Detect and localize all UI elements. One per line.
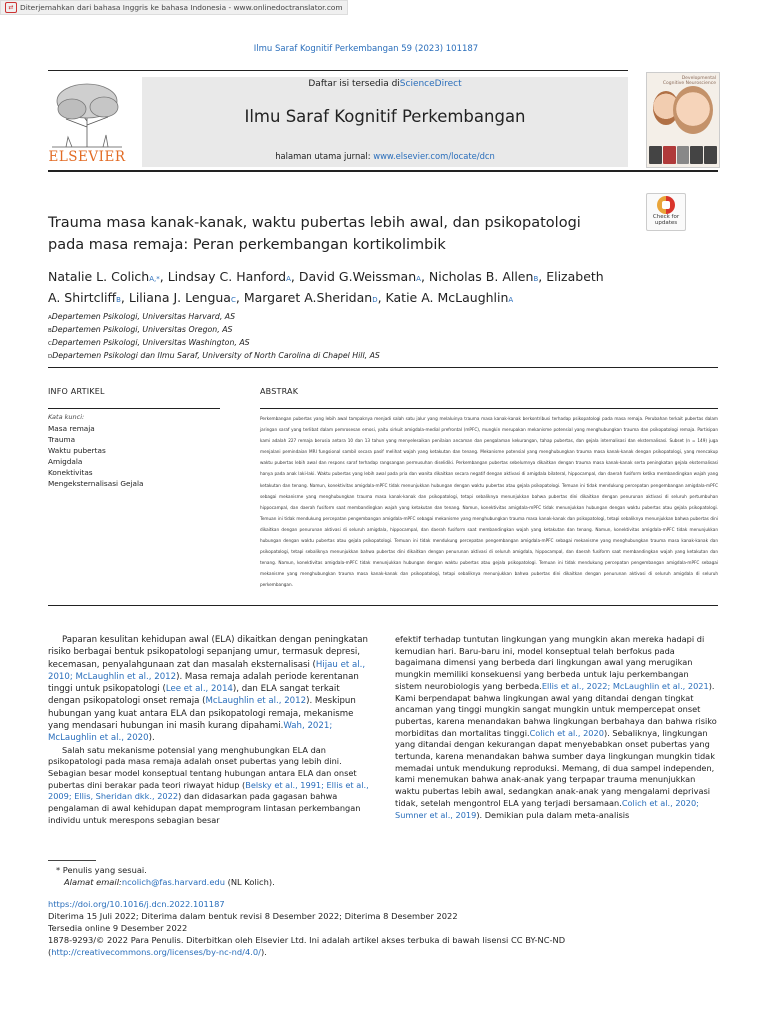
citation-link[interactable]: Wah, 2021; McLaughlin et al., 2020 bbox=[48, 721, 333, 744]
affiliation-text: Departemen Psikologi, Universitas Oregon, AS bbox=[51, 325, 233, 334]
affiliation-tag: C bbox=[48, 341, 52, 347]
translation-banner[interactable] bbox=[0, 0, 348, 15]
sciencedirect-link[interactable]: ScienceDirect bbox=[399, 79, 462, 89]
journal-header-band bbox=[142, 77, 628, 167]
abstract-heading: ABSTRAK bbox=[260, 387, 299, 396]
body-text: efektif terhadap tuntutan lingkungan yang mungkin akan mereka hadapi di kemudian hari. Baru-baru ini, model konseptual telah berfokus pada bagaimana dimensi yang berbeda dari lingkungan awal yang merugikan mungkin memiliki konsekuensi yang berbeda untuk laju perkembangan sistem neurobiologis yang berbeda. bbox=[395, 634, 705, 691]
check-for-updates-badge[interactable] bbox=[646, 193, 686, 231]
article-info-heading: INFO ARTIKEL bbox=[48, 387, 105, 396]
affiliation-text: Departemen Psikologi dan Ilmu Saraf, University of North Carolina di Chapel Hill, AS bbox=[52, 351, 380, 360]
body-text: ) dan didasarkan pada gagasan bahwa pengalaman di awal kehidupan dapat memprogram lintasan perkembangan individu untuk merespons sebagian besar bbox=[48, 791, 361, 825]
body-column-left bbox=[48, 634, 370, 827]
citation-link[interactable]: Lee et al., 2014 bbox=[165, 684, 233, 695]
author-affiliation-marker[interactable]: D bbox=[372, 295, 378, 304]
citation-link[interactable]: McLaughlin et al., 2012 bbox=[205, 696, 307, 707]
elsevier-tree-icon bbox=[48, 81, 126, 149]
email-label: Alamat email: bbox=[64, 877, 122, 887]
email-link[interactable]: ncolich@fas.harvard.edu bbox=[121, 877, 225, 887]
author-separator: , bbox=[538, 269, 547, 284]
cover-face-right bbox=[673, 86, 713, 134]
affiliation-tag: A bbox=[48, 315, 52, 321]
author-name[interactable]: Natalie L. Colich bbox=[48, 269, 150, 284]
elsevier-wordmark: ELSEVIER bbox=[48, 149, 126, 165]
keyword-item: Mengeksternalisasi Gejala bbox=[48, 479, 144, 488]
author-affiliation-marker[interactable]: B bbox=[533, 275, 539, 283]
keyword-item: Konektivitas bbox=[48, 468, 93, 477]
keyword-item: Waktu pubertas bbox=[48, 446, 106, 455]
author-affiliation-marker[interactable]: A bbox=[508, 295, 514, 304]
journal-reference[interactable]: Ilmu Saraf Kognitif Perkembangan 59 (2023) 101187 bbox=[253, 44, 479, 54]
crossmark-label-line1: Check for bbox=[652, 214, 680, 220]
author-affiliation-marker[interactable]: A bbox=[286, 275, 291, 283]
author-affiliation-marker[interactable]: B bbox=[116, 295, 121, 304]
info-rule bbox=[48, 408, 220, 409]
body-paragraph bbox=[48, 634, 370, 745]
author-separator: , bbox=[420, 269, 429, 284]
cover-title bbox=[663, 76, 716, 86]
body-column-right bbox=[395, 634, 717, 821]
footnote bbox=[48, 864, 275, 888]
body-text: ). Sebaliknya, lingkungan yang ditandai dengan kekurangan dapat menyebabkan onset pubertas yang tertunda, karena menandakan bahwa sumber daya lingkungan mungkin tidak memadai untuk mendukung reproduksi. Memang, di dua sampel independen, kami menemukan bahwa anak-anak yang terpapar trauma menunjukkan waktu pubertas lebih awal, sedangkan anak-anak yang mengalami deprivasi tidak, setelah mengontrol ELA yang terjadi bersamaan. bbox=[395, 727, 715, 808]
cover-thumbnails bbox=[649, 146, 717, 164]
affiliation-text: Departemen Psikologi, Universitas Washington, AS bbox=[51, 338, 250, 347]
contents-available-label: Daftar isi tersedia di bbox=[308, 79, 400, 89]
body-text: ), dan ELA sangat terkait dengan psikopatologi onset remaja ( bbox=[48, 684, 340, 707]
journal-cover-image[interactable] bbox=[646, 72, 720, 168]
elsevier-logo[interactable] bbox=[48, 81, 126, 165]
author-name[interactable]: Lindsay C. Hanford bbox=[167, 269, 287, 284]
footnote-rule bbox=[48, 860, 96, 861]
crossmark-label bbox=[647, 214, 685, 226]
author-separator: , bbox=[120, 289, 129, 305]
email-suffix: (NL Kolich). bbox=[224, 877, 275, 887]
corresponding-author-note: * Penulis yang sesuai. bbox=[56, 865, 147, 875]
translation-banner-text[interactable]: Diterjemahkan dari bahasa Inggris ke bahasa Indonesia - www.onlinedoctranslator.com bbox=[20, 3, 343, 12]
affiliation-text: Departemen Psikologi, Universitas Harvard, AS bbox=[51, 312, 236, 321]
license-prefix: 1878-9293/© 2022 Para Penulis. Diterbitkan oleh Elsevier Ltd. Ini adalah artikel akses terbuka di bawah lisensi CC BY-NC-ND ( bbox=[48, 934, 566, 957]
body-text: ). Kami berpendapat bahwa lingkungan awal yang ditandai dengan tingkat ancaman yang tinggi mungkin sangat mungkin untuk mempercepat onset pubertas, karena menandakan bahwa lingkungan berbahaya dan bahwa risiko morbiditas dan mortalitas tinggi. bbox=[395, 680, 717, 738]
keyword-item: Trauma bbox=[48, 435, 76, 444]
abstract-bottom-rule bbox=[48, 605, 718, 606]
author-affiliation-marker[interactable]: A bbox=[416, 275, 421, 283]
author-name[interactable]: David G.Weissman bbox=[298, 269, 417, 284]
header-bottom-rule bbox=[48, 170, 718, 172]
abstract-text: Perkembangan pubertas yang lebih awal tampaknya menjadi salah satu jalur yang melaluinya trauma masa kanak-kanak berkontribusi terhadap psikopatologi pada masa remaja. Perubahan terkait pubertas dalam jaringan saraf yang terlibat dalam pemrosesan emosi, yaitu sirkuit amigdala-medial prefrontal (mPFC), mungkin merupakan mekanisme potensial yang menghubungkan trauma dan psikopatologi remaja. Partisipan kami adalah 227 remaja berusia antara 10 dan 13 tahun yang menyelesaikan penilaian ancaman dan pengalaman kekurangan, tahap pubertas, dan gejala internalisasi dan eksternalisasi. Subset (n = 149) juga menjalani pemindaian MRI fungsional sambil secara pasif melihat wajah yang ketakutan dan tenang. Mekanisme potensial yang menghubungkan trauma masa kanak-kanak dengan psikopatologi, yang mencakup waktu pubertas lebih awal dan respons saraf terhadap rangsangan permusuhan diselidiki. Perkembangan pubertas sebelumnya dikaitkan dengan trauma masa kanak-kanak serta peningkatan gejala eksternalisasi hanya pada anak laki-laki. Waktu pubertas yang lebih awal pada pria dan wanita dikaitkan secara negatif dengan aktivasi di amigdala bilateral, hippocampal, dan daerah fusiform ketika membandingkan wajah yang ketakutan dan tenang. Namun, konektivitas amigdala-mPFC tidak menunjukkan hubungan dengan waktu pubertas atau gejala psikopatologi. Temuan ini tidak mendukung percepatan pengembangan amigdala-mPFC sebagai mekanisme yang menghubungkan trauma masa kanak-kanak dan psikopatologi, tetapi sebaliknya menunjukkan bahwa pubertas dini dikaitkan dengan penurunan aktivasi di seluruh pertumbuhan hippocampal, dan daerah fusiform saat membandingkan wajah yang ketakutan dan tenang. Namun, konektivitas amigdala-mPFC tidak menunjukkan hubungan dengan waktu pubertas atau gejala psikopatologi. Temuan ini tidak mendukung percepatan pengembangan amigdala-mPFC sebagai mekanisme yang menghubungkan trauma masa kanak-kanak dan psikopatologi, tetapi sebaliknya menunjukkan bahwa pubertas dini dikaitkan dengan penurunan aktivasi di seluruh amigdala, hippocampal, dan daerah fusiform saat membandingkan wajah yang ketakutan dan tenang. Namun, konektivitas amigdala-mPFC tidak menunjukkan hubungan dengan waktu pubertas atau gejala psikopatologi. Temuan ini tidak mendukung percepatan pengembangan amigdala-mPFC sebagai mekanisme yang menghubungkan trauma masa kanak-kanak dan psikopatologi, tetapi sebaliknya menunjukkan bahwa pubertas dini dikaitkan dengan penurunan aktivasi di seluruh amigdala, hippocampal, dan daerah fusiform saat membandingkan wajah yang ketakutan dan tenang. Namun, konektivitas amigdala-mPFC tidak menunjukkan hubungan dengan waktu pubertas atau gejala psikopatologi. Temuan ini tidak mendukung percepatan pengembangan amigdala-mPFC sebagai mekanisme yang menghubungkan trauma masa kanak-kanak dan psikopatologi, tetapi sebaliknya menunjukkan bahwa pubertas dini dikaitkan dengan penurunan aktivasi di seluruh amigdala di seluruh perkembangan. bbox=[260, 416, 718, 588]
journal-title: Ilmu Saraf Kognitif Perkembangan bbox=[244, 107, 526, 126]
article-title: Trauma masa kanak-kanak, waktu pubertas lebih awal, dan psikopatologi pada masa remaja: Peran perkembangan kortikolimbik bbox=[48, 215, 581, 253]
keywords-list bbox=[48, 423, 220, 489]
affiliation-item bbox=[48, 337, 648, 350]
publication-info bbox=[48, 899, 718, 959]
keywords-block bbox=[48, 412, 220, 489]
body-text: Salah satu mekanisme potensial yang menghubungkan ELA dan psikopatologi pada masa remaja adalah onset pubertas yang lebih dini. Sebagian besar model konseptual tentang hubungan antara ELA dan onset pubertas dini berakar pada teori riwayat hidup ( bbox=[48, 744, 357, 790]
affiliation-item bbox=[48, 324, 648, 337]
body-text: ). Masa remaja adalah periode kerentanan tinggi untuk psikopatologi ( bbox=[48, 671, 359, 695]
affiliation-tag: B bbox=[48, 328, 52, 334]
license-suffix: ). bbox=[260, 946, 267, 957]
doi-link[interactable]: https://doi.org/10.1016/j.dcn.2022.101187 bbox=[48, 899, 225, 909]
affiliation-item bbox=[48, 350, 648, 363]
body-text: Paparan kesulitan kehidupan awal (ELA) dikaitkan dengan peningkatan risiko berbagai bentuk psikopatologi sepanjang umur, termasuk depresi, kecemasan, penyalahgunaan zat dan masalah eksternalisasi ( bbox=[48, 635, 368, 670]
author-separator: , bbox=[235, 289, 244, 305]
author-affiliation-marker[interactable]: C bbox=[230, 295, 236, 304]
body-text: ). Meskipun hubungan yang kuat antara ELA dan psikopatologi remaja, mekanisme yang mendasari hubungan ini masih kurang dipahami. bbox=[48, 696, 356, 732]
license-statement bbox=[48, 935, 718, 959]
author-name[interactable]: Katie A. McLaughlin bbox=[385, 289, 509, 305]
citation-link[interactable]: Hijau et al., 2010; McLaughlin et al., 2012 bbox=[48, 659, 366, 682]
keywords-label: Kata kunci: bbox=[48, 413, 85, 421]
email-line bbox=[48, 876, 275, 888]
author-name[interactable]: Elizabeth A. Shirtcliff bbox=[48, 269, 604, 305]
author-name[interactable]: Liliana J. Lengua bbox=[128, 289, 231, 305]
keyword-item: Masa remaja bbox=[48, 424, 95, 433]
affiliation-item bbox=[48, 311, 648, 324]
body-text: ). Demikian pula dalam meta-analisis bbox=[476, 809, 630, 820]
body-text: ). bbox=[148, 733, 155, 744]
body-paragraph bbox=[395, 634, 717, 821]
translate-icon: ⇄ bbox=[5, 2, 17, 13]
affiliation-tag: D bbox=[48, 354, 53, 360]
license-link[interactable]: http://creativecommons.org/licenses/by-nc-nd/4.0/ bbox=[51, 946, 261, 957]
citation-link[interactable]: Belsky et al., 1991; Ellis et al., 2009; Ellis, Sheridan dkk., 2022 bbox=[48, 779, 369, 802]
online-date: Tersedia online 9 Desember 2022 bbox=[48, 922, 188, 933]
citation-link[interactable]: Colich et al., 2020; Sumner et al., 2019 bbox=[395, 797, 699, 820]
crossmark-label-line2: updates bbox=[654, 220, 678, 226]
citation-link[interactable]: Colich et al., 2020 bbox=[529, 727, 604, 738]
author-name[interactable]: Margaret A.Sheridan bbox=[243, 289, 373, 305]
author-separator: , bbox=[159, 269, 168, 284]
journal-homepage bbox=[142, 151, 628, 161]
cover-title-line1: Developmental bbox=[681, 76, 716, 81]
keyword-item: Amigdala bbox=[48, 457, 83, 466]
author-separator: , bbox=[377, 289, 386, 305]
affiliation-list bbox=[48, 311, 648, 363]
affiliation-rule bbox=[48, 367, 718, 368]
homepage-label: halaman utama jurnal: bbox=[275, 151, 371, 161]
received-dates: Diterima 15 Juli 2022; Diterima dalam bentuk revisi 8 Desember 2022; Diterima 8 Desember 2022 bbox=[48, 910, 458, 921]
header-top-rule bbox=[48, 70, 628, 71]
contents-available bbox=[142, 79, 628, 89]
journal-header bbox=[48, 77, 628, 167]
cover-title-line2: Cognitive Neuroscience bbox=[662, 81, 716, 87]
body-paragraph bbox=[48, 745, 370, 827]
citation-link[interactable]: Ellis et al., 2022; McLaughlin et al., 2021 bbox=[541, 680, 709, 691]
abstract-rule bbox=[260, 408, 718, 409]
author-separator: , bbox=[290, 269, 299, 284]
author-affiliation-marker[interactable]: A,* bbox=[149, 275, 160, 283]
author-list bbox=[48, 268, 608, 309]
homepage-link[interactable]: www.elsevier.com/locate/dcn bbox=[373, 151, 495, 161]
crossmark-icon bbox=[657, 196, 675, 214]
author-name[interactable]: Nicholas B. Allen bbox=[428, 269, 534, 284]
